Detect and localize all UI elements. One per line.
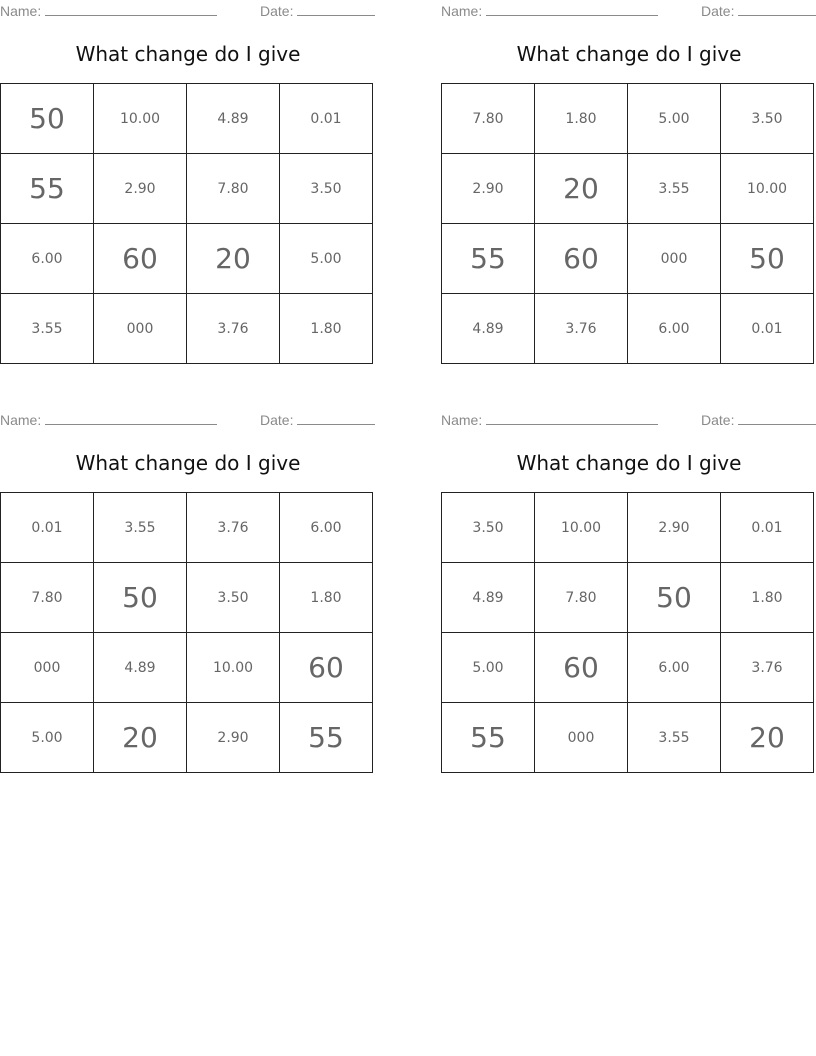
name-field[interactable] (0, 412, 217, 428)
grid-cell-change-amount: 1.80 (535, 84, 628, 154)
grid-cell-change-amount: 10.00 (94, 84, 187, 154)
grid-cell-bill-amount: 60 (94, 224, 187, 294)
name-label: Name: (441, 412, 483, 428)
name-blank-line[interactable] (486, 424, 658, 425)
grid-cell-bill-amount: 60 (280, 633, 373, 703)
grid-cell-change-amount: 7.80 (442, 84, 535, 154)
grid-cell-bill-amount: 20 (721, 703, 814, 773)
grid-cell-change-amount: 6.00 (628, 294, 721, 364)
grid-row (1, 703, 373, 773)
grid-cell-change-amount: 3.76 (721, 633, 814, 703)
grid-cell-change-amount: 5.00 (442, 633, 535, 703)
grid-cell-bill-amount: 20 (535, 154, 628, 224)
grid-row (442, 563, 814, 633)
grid-row (442, 84, 814, 154)
worksheet-title: What change do I give (516, 42, 742, 66)
change-grid (0, 492, 373, 773)
date-blank-line[interactable] (738, 15, 816, 16)
grid-cell-change-amount: 2.90 (628, 493, 721, 563)
grid-cell-change-amount: 2.90 (187, 703, 280, 773)
grid-cell-change-amount: 1.80 (280, 294, 373, 364)
grid-row (1, 633, 373, 703)
change-grid (441, 83, 814, 364)
grid-cell-change-amount: 5.00 (1, 703, 94, 773)
grid-cell-change-amount: 7.80 (535, 563, 628, 633)
worksheet-title: What change do I give (75, 451, 301, 475)
grid-cell-change-amount: 3.55 (628, 703, 721, 773)
grid-cell-change-amount: 2.90 (94, 154, 187, 224)
grid-cell-bill-amount: 55 (442, 224, 535, 294)
grid-cell-change-amount: 3.50 (721, 84, 814, 154)
grid-cell-change-amount: 0.01 (721, 294, 814, 364)
grid-cell-bill-amount: 55 (1, 154, 94, 224)
grid-row (442, 224, 814, 294)
card-header (0, 0, 376, 20)
worksheet-title: What change do I give (516, 451, 742, 475)
grid-cell-change-amount: 1.80 (721, 563, 814, 633)
date-label: Date: (701, 412, 735, 428)
worksheet-title: What change do I give (75, 42, 301, 66)
grid-row (1, 84, 373, 154)
grid-cell-change-amount: 1.80 (280, 563, 373, 633)
date-label: Date: (701, 3, 735, 19)
grid-cell-change-amount: 5.00 (628, 84, 721, 154)
grid-cell-bill-amount: 50 (1, 84, 94, 154)
grid-cell-change-amount: 3.55 (94, 493, 187, 563)
grid-cell-change-amount: 5.00 (280, 224, 373, 294)
grid-cell-change-amount: 3.55 (1, 294, 94, 364)
grid-cell-change-amount: 6.00 (1, 224, 94, 294)
name-field[interactable] (441, 3, 658, 19)
grid-cell-change-amount: 10.00 (721, 154, 814, 224)
grid-cell-change-amount: 7.80 (187, 154, 280, 224)
grid-cell-bill-amount: 55 (280, 703, 373, 773)
grid-cell-change-amount: 3.76 (187, 294, 280, 364)
name-label: Name: (0, 412, 42, 428)
name-field[interactable] (0, 3, 217, 19)
grid-cell-change-amount: 4.89 (442, 294, 535, 364)
grid-cell-change-amount: 10.00 (535, 493, 628, 563)
name-blank-line[interactable] (45, 424, 217, 425)
grid-cell-bill-amount: 20 (187, 224, 280, 294)
grid-cell-bill-amount: 50 (721, 224, 814, 294)
date-field[interactable] (260, 412, 375, 428)
date-field[interactable] (701, 412, 816, 428)
grid-row (442, 633, 814, 703)
grid-cell-bill-amount: 50 (628, 563, 721, 633)
grid-cell-change-amount: 4.89 (187, 84, 280, 154)
change-grid (441, 492, 814, 773)
name-label: Name: (441, 3, 483, 19)
grid-cell-change-amount: 0.01 (1, 493, 94, 563)
grid-row (1, 154, 373, 224)
grid-cell-change-amount: 000 (628, 224, 721, 294)
grid-cell-change-amount: 3.50 (187, 563, 280, 633)
card-header (0, 409, 376, 429)
grid-row (1, 224, 373, 294)
name-blank-line[interactable] (486, 15, 658, 16)
grid-cell-change-amount: 3.50 (280, 154, 373, 224)
grid-cell-change-amount: 6.00 (280, 493, 373, 563)
date-blank-line[interactable] (297, 15, 375, 16)
date-label: Date: (260, 412, 294, 428)
grid-cell-change-amount: 000 (94, 294, 187, 364)
grid-row (1, 493, 373, 563)
grid-row (442, 294, 814, 364)
name-blank-line[interactable] (45, 15, 217, 16)
card-header (441, 409, 816, 429)
grid-cell-bill-amount: 60 (535, 633, 628, 703)
grid-cell-change-amount: 10.00 (187, 633, 280, 703)
grid-cell-bill-amount: 55 (442, 703, 535, 773)
grid-row (442, 493, 814, 563)
grid-cell-change-amount: 3.76 (535, 294, 628, 364)
grid-row (442, 703, 814, 773)
grid-cell-change-amount: 3.50 (442, 493, 535, 563)
grid-row (1, 563, 373, 633)
grid-cell-change-amount: 2.90 (442, 154, 535, 224)
grid-cell-bill-amount: 20 (94, 703, 187, 773)
name-label: Name: (0, 3, 42, 19)
date-blank-line[interactable] (297, 424, 375, 425)
grid-cell-bill-amount: 50 (94, 563, 187, 633)
grid-cell-change-amount: 4.89 (94, 633, 187, 703)
grid-cell-bill-amount: 60 (535, 224, 628, 294)
name-field[interactable] (441, 412, 658, 428)
date-label: Date: (260, 3, 294, 19)
grid-cell-change-amount: 4.89 (442, 563, 535, 633)
grid-cell-change-amount: 0.01 (721, 493, 814, 563)
grid-cell-change-amount: 3.76 (187, 493, 280, 563)
grid-cell-change-amount: 000 (535, 703, 628, 773)
grid-row (1, 294, 373, 364)
grid-row (442, 154, 814, 224)
date-blank-line[interactable] (738, 424, 816, 425)
card-header (441, 0, 816, 20)
grid-cell-change-amount: 000 (1, 633, 94, 703)
grid-cell-change-amount: 7.80 (1, 563, 94, 633)
grid-cell-change-amount: 0.01 (280, 84, 373, 154)
grid-cell-change-amount: 3.55 (628, 154, 721, 224)
grid-cell-change-amount: 6.00 (628, 633, 721, 703)
date-field[interactable] (260, 3, 375, 19)
change-grid (0, 83, 373, 364)
date-field[interactable] (701, 3, 816, 19)
